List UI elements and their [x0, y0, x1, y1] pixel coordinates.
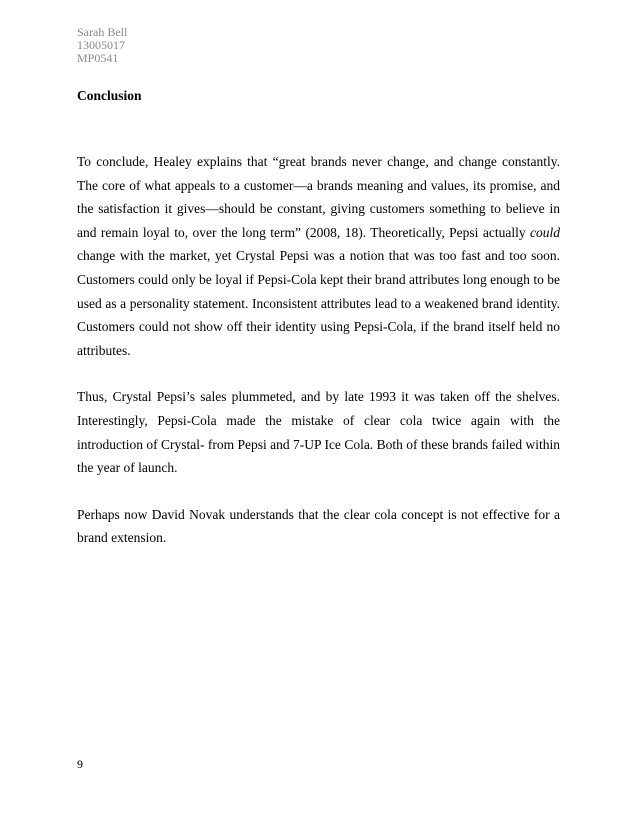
body-text [77, 150, 560, 573]
paragraph-1 [77, 150, 560, 362]
module-code: MP0541 [77, 51, 119, 65]
student-id: 13005017 [77, 38, 125, 52]
page-header [77, 26, 127, 65]
paragraph-1-part-b: change with the market, yet Crystal Pepsi was a notion that was too fast and too soon. Customers could only be loyal if Pepsi-Cola kept their brand attributes long enough to be used as a personality statement. Inconsistent attributes lead to a weakened brand identity. Customers could not show off their identity using Pepsi-Cola, if the brand itself held no attributes. [77, 248, 560, 358]
paragraph-2: Thus, Crystal Pepsi’s sales plummeted, and by late 1993 it was taken off the shelves. Interestingly, Pepsi-Cola made the mistake of clear cola twice again with the introduction of Crystal- from Pepsi and 7-UP Ice Cola. Both of these brands failed within the year of launch. [77, 389, 560, 476]
page-number: 9 [77, 757, 83, 771]
section-heading: Conclusion [77, 88, 142, 103]
author-name: Sarah Bell [77, 25, 128, 39]
paragraph-1-part-a: To conclude, Healey explains that “great brands never change, and change constantly. The core of what appeals to a customer—a brands meaning and values, its promise, and the satisfaction it gives—should be constant, giving customers something to believe in and remain loyal to, over the long term” (2008, 18). Theoretically, Pepsi actually [77, 154, 560, 240]
paragraph-3: Perhaps now David Novak understands that the clear cola concept is not effective for a brand extension. [77, 506, 560, 546]
paragraph-1-emphasis: could [530, 224, 560, 240]
